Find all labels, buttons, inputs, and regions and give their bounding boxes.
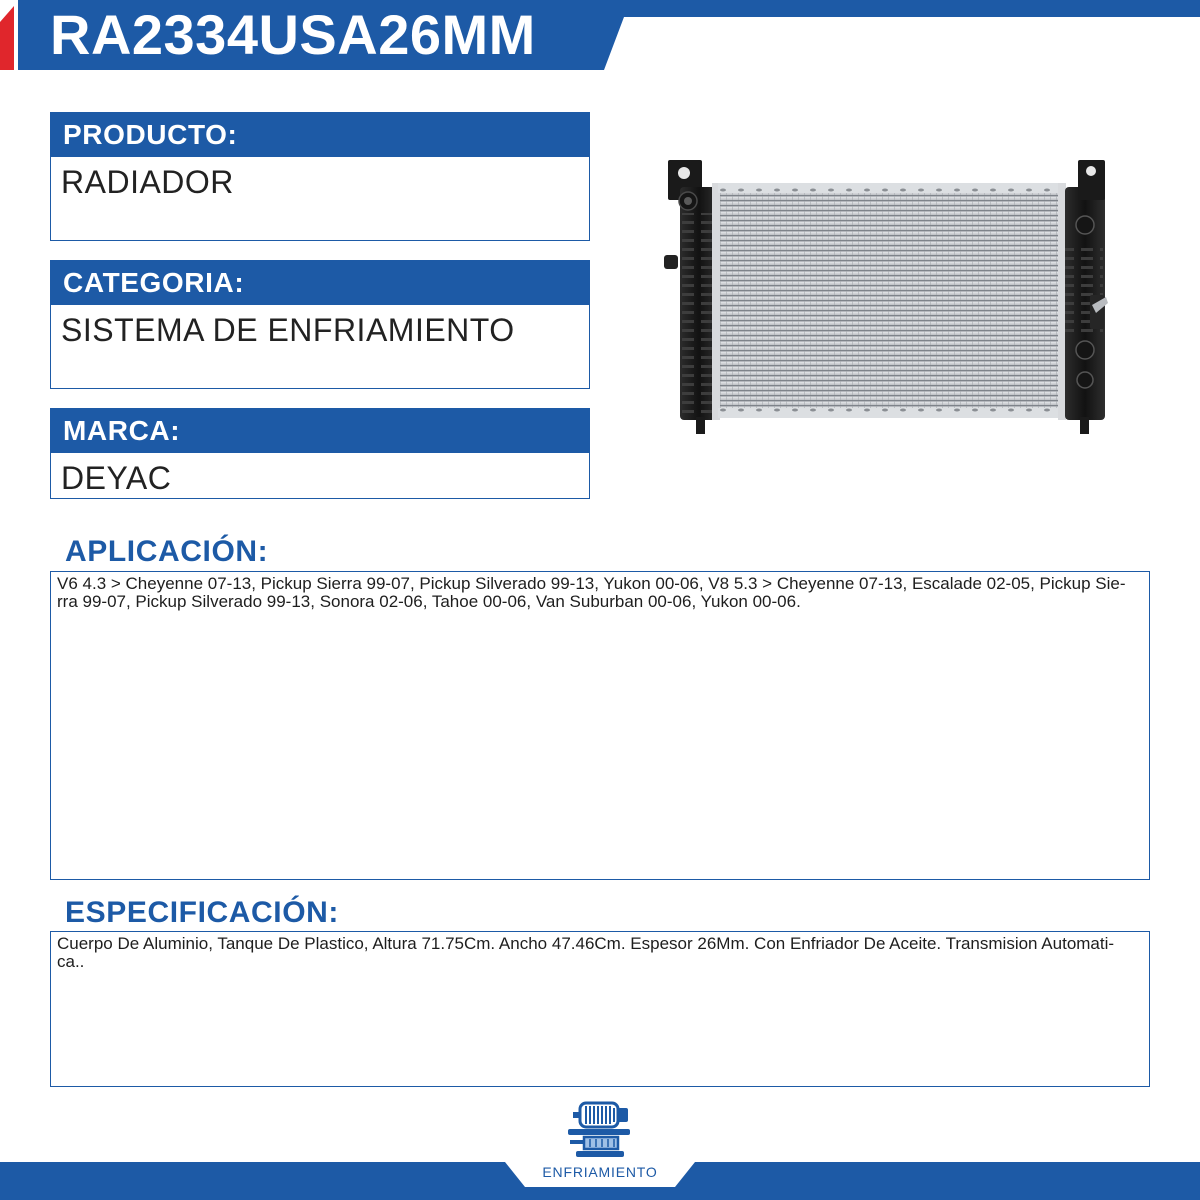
aplicacion-title: APLICACIÓN: xyxy=(65,535,269,568)
left-inlet-bore xyxy=(684,197,692,205)
especificacion-line: Cuerpo De Aluminio, Tanque De Plastico, Altura 71.75Cm. Ancho 47.46Cm. Espesor 26Mm. Con Enfriador De Aceite. Transmision Automati- xyxy=(57,934,1115,953)
core-top-strip xyxy=(718,183,1065,193)
aplicacion-box xyxy=(50,571,1150,880)
left-bracket-hole xyxy=(678,167,690,179)
left-pin xyxy=(696,417,705,434)
radiator-icon xyxy=(564,1100,636,1162)
field-categoria xyxy=(50,260,590,389)
left-nub xyxy=(664,255,678,269)
part-number-title: RA2334USA26MM xyxy=(50,3,536,66)
radiator-core xyxy=(720,193,1060,408)
footer-category-label: ENFRIAMIENTO xyxy=(542,1164,658,1180)
right-side-strip xyxy=(1058,183,1066,420)
especificacion-title: ESPECIFICACIÓN: xyxy=(65,896,340,929)
aplicacion-line: rra 99-07, Pickup Silverado 99-13, Sonora 02-06, Tahoe 00-06, Van Suburban 00-06, Yukon 00-06. xyxy=(57,592,801,611)
right-bracket-hole xyxy=(1086,166,1096,176)
core-bottom-strip xyxy=(718,408,1065,418)
right-port-top xyxy=(1076,216,1094,234)
right-bracket xyxy=(1078,160,1105,200)
field-marca xyxy=(50,408,590,499)
right-pin xyxy=(1080,417,1089,434)
field-value-categoria: SISTEMA DE ENFRIAMIENTO xyxy=(50,305,590,389)
right-port-middle xyxy=(1076,341,1094,359)
especificacion-box xyxy=(50,931,1150,1087)
field-label-marca: MARCA: xyxy=(50,408,590,453)
field-label-producto: PRODUCTO: xyxy=(50,112,590,157)
field-value-marca: DEYAC xyxy=(50,453,590,499)
field-label-categoria: CATEGORIA: xyxy=(50,260,590,305)
aplicacion-line: V6 4.3 > Cheyenne 07-13, Pickup Sierra 99-07, Pickup Silverado 99-13, Yukon 00-06, V8 5.3 > Cheyenne 07-13, Escalade 02-05, Pickup Sie- xyxy=(57,574,1126,593)
left-side-strip xyxy=(712,183,720,420)
especificacion-line: ca.. xyxy=(57,952,85,971)
radiator-image xyxy=(660,155,1110,440)
right-port-bottom xyxy=(1077,372,1093,388)
field-producto xyxy=(50,112,590,241)
header-red-accent xyxy=(0,6,14,70)
field-value-producto: RADIADOR xyxy=(50,157,590,241)
